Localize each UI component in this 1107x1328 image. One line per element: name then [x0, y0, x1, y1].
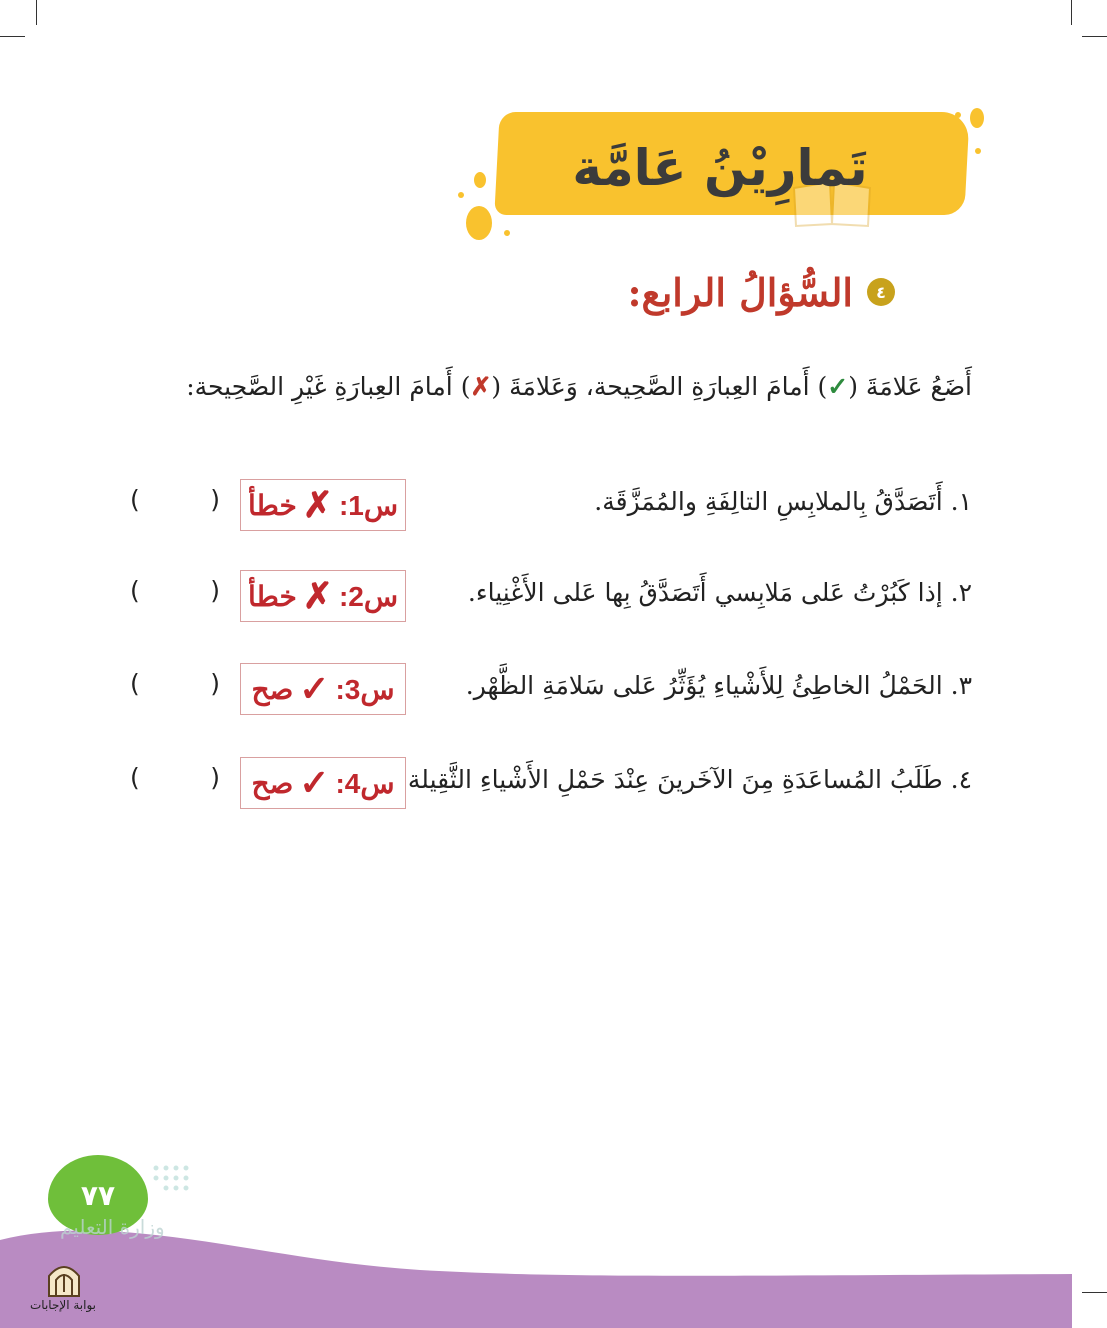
- crop-mark: [1082, 1292, 1107, 1293]
- cross-icon: ✗: [302, 575, 333, 616]
- decor-dot: [474, 172, 486, 188]
- decor-dot: [970, 108, 984, 128]
- answer-parentheses[interactable]: [130, 576, 220, 605]
- answer-verdict: صح: [251, 767, 294, 799]
- decor-dot: [458, 192, 464, 198]
- crop-mark: [0, 36, 25, 37]
- page-number: ٧٧: [48, 1155, 148, 1235]
- statement-item: [132, 757, 972, 813]
- statement-item: [132, 570, 972, 626]
- answer-verdict: خطأ: [247, 580, 297, 612]
- answer-label: س1:: [338, 489, 399, 521]
- question-heading: [627, 262, 895, 322]
- crop-mark: [1071, 0, 1072, 25]
- paren-open: (: [130, 576, 140, 605]
- cross-icon: ✗: [302, 484, 333, 525]
- answer-box: [240, 479, 406, 531]
- crop-mark: [1082, 36, 1107, 37]
- paren-close: ): [210, 669, 220, 698]
- paren-close: ): [210, 763, 220, 792]
- question-number-badge: ٤: [867, 278, 895, 306]
- decor-dot: [466, 206, 492, 240]
- answer-label: س3:: [335, 673, 395, 705]
- check-icon: ✓: [299, 762, 330, 803]
- check-icon: ✓: [827, 372, 849, 401]
- answer-parentheses[interactable]: [130, 763, 220, 792]
- instruction-part: ) أَمامَ العِبارَةِ الصَّحِيحة، وَعَلامَةَ (: [491, 372, 828, 401]
- decor-dot: [975, 148, 981, 154]
- paren-open: (: [130, 763, 140, 792]
- paren-close: ): [210, 576, 220, 605]
- instruction-text: [152, 372, 972, 401]
- answer-label: س4:: [335, 767, 395, 799]
- answer-parentheses[interactable]: [130, 669, 220, 698]
- paren-open: (: [130, 669, 140, 698]
- answer-box: [240, 663, 406, 715]
- cross-icon: ✗: [470, 372, 492, 401]
- statement-text: ٢. إذا كَبُرْتُ عَلى مَلابِسي أَتَصَدَّقُ بِها عَلى الأَغْنِياء.: [467, 578, 972, 607]
- statement-text: ٤. طَلَبُ المُساعَدَةِ مِنَ الآخَرينَ عِنْدَ حَمْلِ الأَشْياءِ الثَّقِيلة: [407, 765, 972, 794]
- answer-verdict: خطأ: [247, 489, 297, 521]
- crop-mark: [36, 0, 37, 25]
- site-emblem-icon: [45, 1258, 83, 1298]
- ministry-logo-text: وزارة التعليم: [60, 1215, 165, 1239]
- answer-verdict: صح: [251, 673, 294, 705]
- instruction-part: ) أَمامَ العِبارَةِ غَيْرِ الصَّحِيحة:: [186, 372, 471, 401]
- statement-item: [132, 663, 972, 719]
- answer-label: س2:: [338, 580, 399, 612]
- paren-open: (: [130, 485, 140, 514]
- paren-close: ): [210, 485, 220, 514]
- answer-parentheses[interactable]: [130, 485, 220, 514]
- page-title: تَمارِيْنُ عَامَّة: [572, 139, 868, 197]
- statement-text: ٣. الحَمْلُ الخاطِئُ لِلأَشْياءِ يُؤَثِّرُ عَلى سَلامَةِ الظَّهْر.: [465, 671, 972, 700]
- statement-text: ١. أَتَصَدَّقُ بِالملابِسِ التالِفَةِ والمُمَزَّقَة.: [594, 487, 972, 516]
- decor-dot: [504, 230, 510, 236]
- answer-box: [240, 757, 406, 809]
- answer-box: [240, 570, 406, 622]
- check-icon: ✓: [299, 668, 330, 709]
- site-label: بوابة الإجابات: [30, 1298, 97, 1312]
- statement-item: [132, 479, 972, 535]
- question-title: السُّؤالُ الرابع:: [627, 269, 853, 315]
- instruction-part: أَضَعُ عَلامَةَ (: [848, 372, 972, 401]
